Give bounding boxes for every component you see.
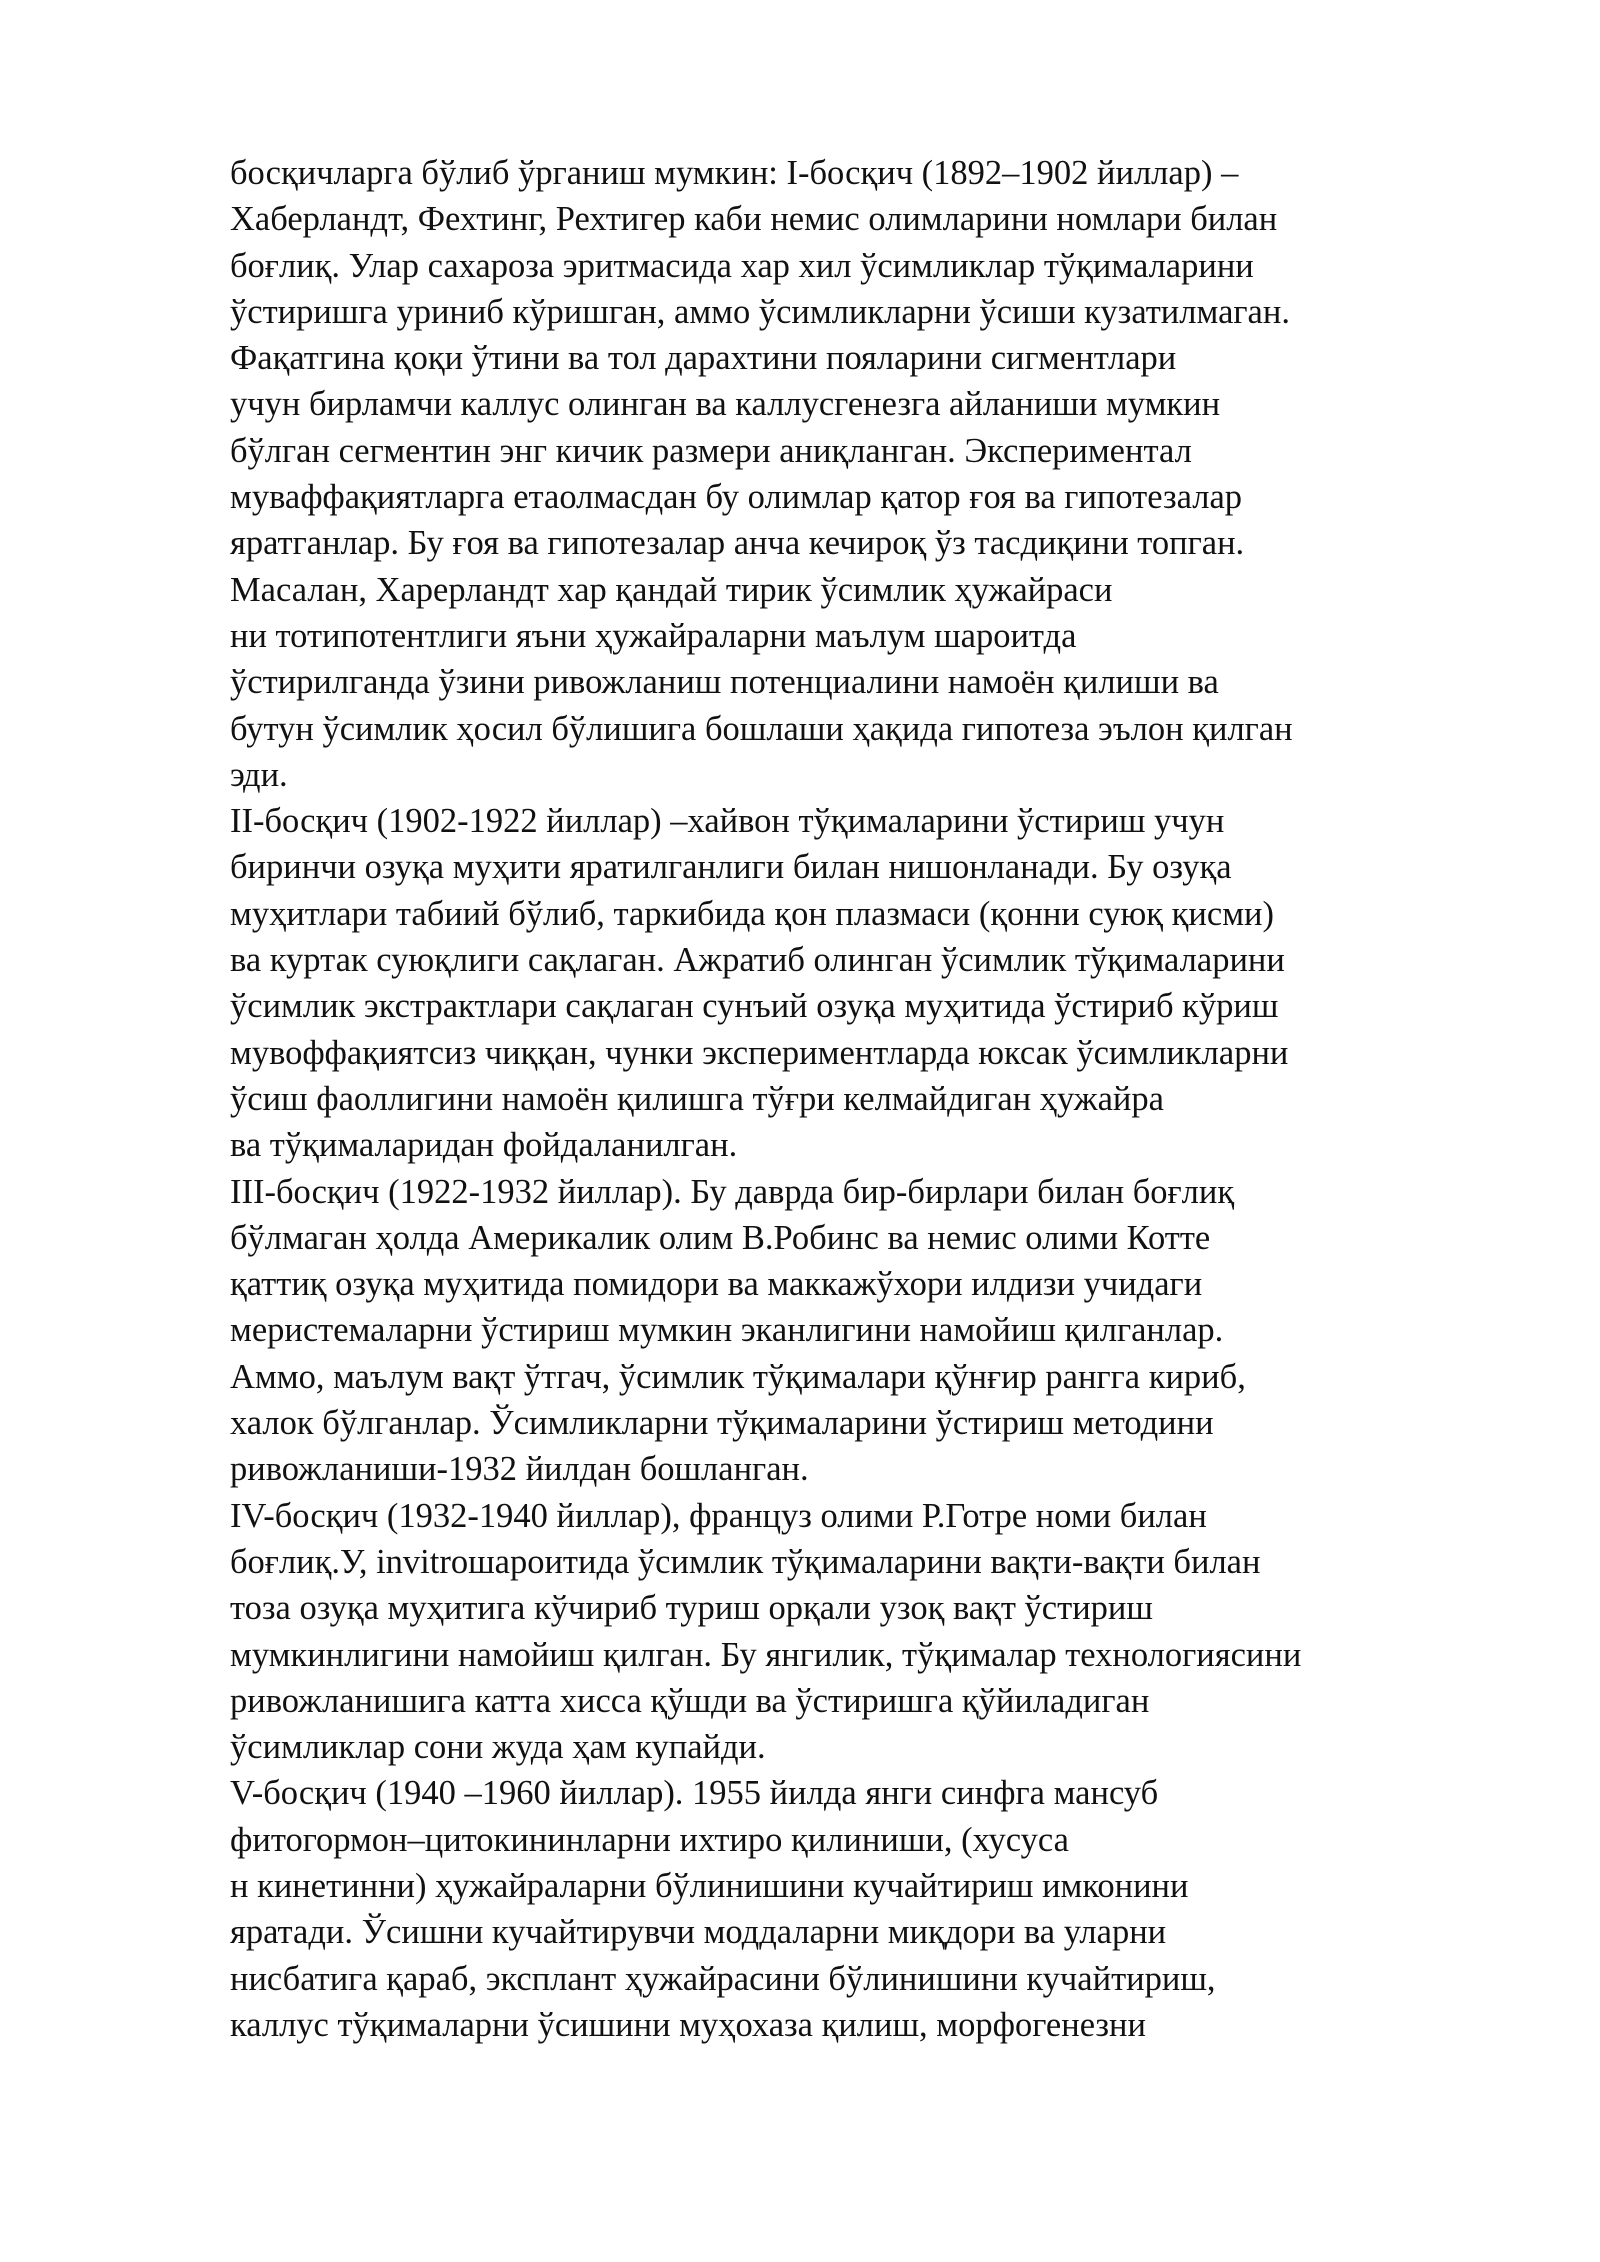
text-line: боғлиқ. Улар сахароза эритмасида хар хил ўсимликлар тўқималарини [230,246,1254,285]
text-line: каллус тўқималарни ўсишини муҳохаза қилиш, морфогенезни [230,2005,1146,2044]
text-line: ўсимликлар сони жуда ҳам купайди. [230,1728,766,1767]
text-line: муваффақиятларга етаолмасдан бу олимлар қатор ғоя ва гипотезалар [230,478,1243,517]
text-line: бутун ўсимлик ҳосил бўлишига бошлаши ҳақида гипотеза эълон қилган [230,709,1293,748]
text-line: бўлган сегментин энг кичик размери аниқланган. Экспериментал [230,431,1192,470]
text-line: муҳитлари табиий бўлиб, таркибида қон плазмаси (қонни суюқ қисми) [230,894,1274,933]
text-line: биринчи озуқа муҳити яратилганлиги билан нишонланади. Бу озуқа [230,848,1232,887]
text-line: ўсимлик экстрактлари сақлаган сунъий озуқа муҳитида ўстириб кўриш [230,987,1279,1026]
text-line: ривожланишига катта хисса қўшди ва ўстиришга қўйиладиган [230,1681,1150,1720]
text-line: халок бўлганлар. Ўсимликларни тўқималарини ўстириш методини [230,1404,1214,1443]
text-line: нисбатига қараб, эксплант ҳужайрасини бўлинишини кучайтириш, [230,1959,1216,1998]
text-line: V-босқич (1940 –1960 йиллар). 1955 йилда янги синфга мансуб [230,1774,1159,1813]
text-line: IV-босқич (1932-1940 йиллар), француз олими Р.Готре номи билан [230,1496,1207,1535]
text-line: н кинетинни) ҳужайраларни бўлинишини кучайтириш имконини [230,1866,1189,1905]
text-line: ўсиш фаоллигини намоён қилишга тўғри келмайдиган ҳужайра [230,1079,1164,1118]
text-line: бўлмаган ҳолда Америкалик олим В.Робинс ва немис олими Котте [230,1218,1211,1257]
text-line: ўстирилганда ўзини ривожланиш потенциалини намоён қилиши ва [230,663,1219,702]
text-line: босқичларга бўлиб ўрганиш мумкин: I-босқич (1892–1902 йиллар) – [230,154,1239,192]
text-line: ва тўқималаридан фойдаланилган. [230,1126,738,1165]
text-line: III-босқич (1922-1932 йиллар). Бу даврда бир-бирлари билан боғлиқ [230,1172,1235,1211]
text-line: ни тотипотентлиги яъни ҳужайраларни маълум шароитда [230,616,1077,655]
text-line: учун бирламчи каллус олинган ва каллусгенезга айланиши мумкин [230,385,1221,424]
text-line: яратганлар. Бу ғоя ва гипотезалар анча кечироқ ўз тасдиқини топган. [230,524,1245,563]
text-line: Хаберландт, Фехтинг, Рехтигер каби немис олимларини номлари билан [230,200,1278,239]
text-line: ўстиришга уриниб кўришган, аммо ўсимликларни ўсиши кузатилмаган. [230,292,1290,331]
text-line: мумкинлигини намойиш қилган. Бу янгилик, тўқималар технологиясини [230,1635,1302,1674]
text-line: Масалан, Харерландт хар қандай тирик ўсимлик ҳужайраси [230,570,1113,609]
text-line: тоза озуқа муҳитига кўчириб туриш орқали узоқ вақт ўстириш [230,1589,1153,1628]
text-line: мувоффақиятсиз чиққан, чунки экспериментларда юксак ўсимликларни [230,1033,1289,1072]
text-line: фитогормон–цитокининларни ихтиро қилиниши, (хусуса [230,1820,1069,1859]
document-body-text [230,150,1530,2048]
text-line: Аммо, маълум вақт ўтгач, ўсимлик тўқималари қўнғир рангга кириб, [230,1357,1246,1396]
text-line: боғлиқ.У, invitroшароитида ўсимлик тўқималарини вақти-вақти билан [230,1542,1261,1581]
text-line: ва куртак суюқлиги сақлаган. Ажратиб олинган ўсимлик тўқималарини [230,941,1285,980]
text-line: эди. [230,755,288,794]
text-line: яратади. Ўсишни кучайтирувчи моддаларни миқдори ва уларни [230,1913,1167,1952]
text-line: меристемаларни ўстириш мумкин эканлигини намойиш қилганлар. [230,1311,1224,1350]
text-line: қаттиқ озуқа муҳитида помидори ва маккажўхори илдизи учидаги [230,1265,1203,1304]
text-line: ривожланиши-1932 йилдан бошланган. [230,1450,809,1489]
text-line: Фақатгина қоқи ўтини ва тол дарахтини пояларини сигментлари [230,339,1177,378]
text-line: II-босқич (1902-1922 йиллар) –хайвон тўқималарини ўстириш учун [230,802,1225,841]
